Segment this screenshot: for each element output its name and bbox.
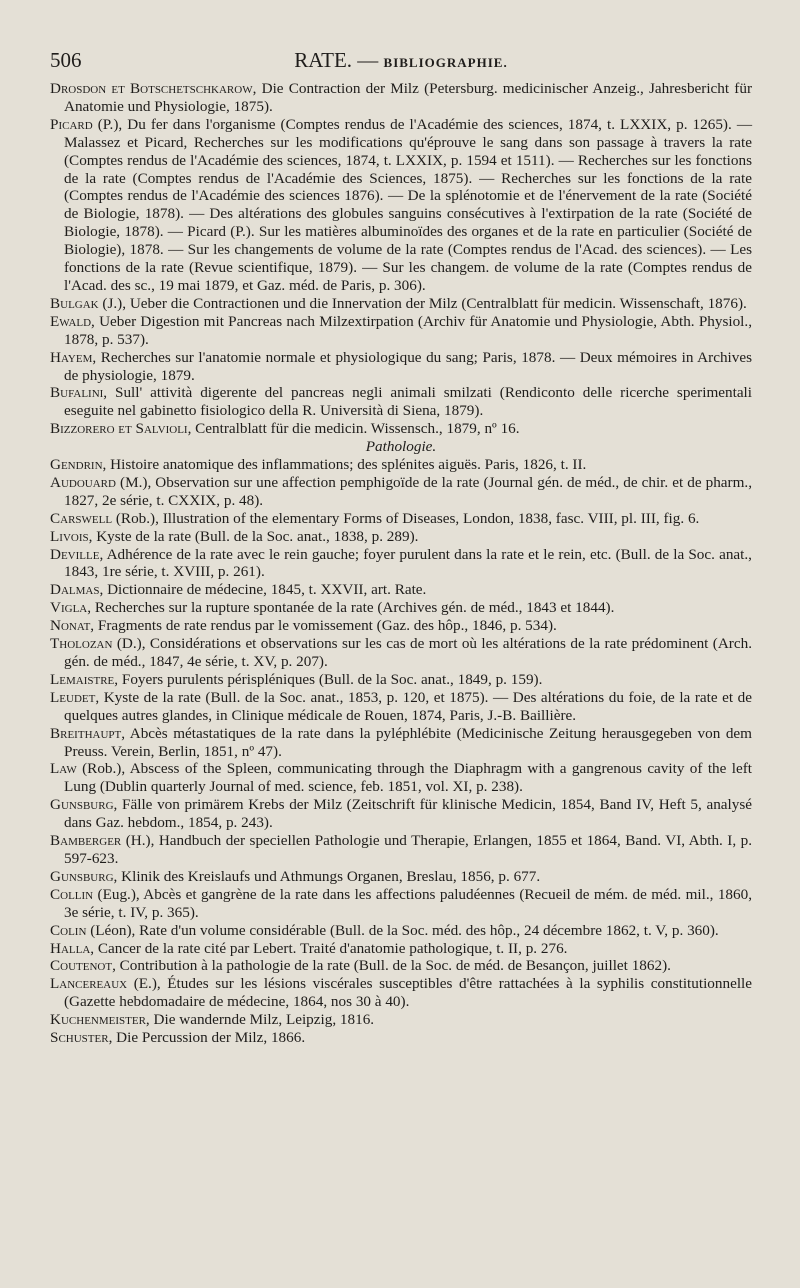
- entry-author: Deville,: [50, 545, 104, 563]
- bibliography-entry: [50, 1011, 752, 1029]
- bibliography-entry: [50, 510, 752, 528]
- entry-author: Gunsburg,: [50, 867, 118, 885]
- bibliography-entry: [50, 295, 752, 313]
- entry-author: Halla,: [50, 939, 95, 957]
- entry-author: Lemaistre,: [50, 670, 119, 688]
- section-title-pathologie: Pathologie.: [365, 438, 437, 456]
- bibliography-entry: [50, 546, 752, 582]
- entry-text: Contribution à la pathologie de la rate (Bull. de la Soc. de méd. de Besançon, juillet 1862).: [119, 957, 671, 975]
- bibliography-entry: [50, 689, 752, 725]
- entry-author: Tholozan: [50, 635, 113, 653]
- entry-author: Bufalini,: [50, 384, 108, 402]
- bibliography-entry: [50, 599, 752, 617]
- entry-text: (E.), Études sur les lésions viscérales susceptibles d'être rattachées à la syphilis constitutionnelle (Gazette hebdomadaire de médecine, 1864, nos 30 à 40).: [64, 975, 752, 1011]
- entry-author: Coutenot,: [50, 957, 116, 975]
- bibliography-entry: [50, 671, 752, 689]
- page-header: [50, 48, 752, 76]
- entry-text: Adhérence de la rate avec le rein gauche; foyer purulent dans la rate et le rein, etc. (Bull. de la Soc. anat., 1843, 1re série, t. XVIII, p. 261).: [64, 545, 752, 581]
- entry-text: Kyste de la rate (Bull. de la Soc. anat., 1853, p. 120, et 1875). — Des altérations du foie, de la rate et de quelques autres glandes, in Clinique médicale de Rouen, 1874, Paris, J.-B. Baillière.: [64, 688, 753, 724]
- bibliography-entry: [50, 886, 752, 922]
- bibliography-entry: [50, 617, 752, 635]
- entry-text: Abcès métastatiques de la rate dans la pyléphlébite (Medicinische Zeitung herausgegeben von dem Preuss. Verein, Berlin, 1851, nº 47).: [64, 724, 752, 760]
- bibliography-entry: [50, 474, 752, 510]
- entry-text: Fragments de rate rendus par le vomissement (Gaz. des hôp., 1846, p. 534).: [97, 617, 557, 635]
- running-title-sub: BIBLIOGRAPHIE.: [383, 55, 508, 70]
- entry-author: Nonat,: [50, 617, 95, 635]
- entry-text: (J.), Ueber die Contractionen und die Innervation der Milz (Centralblatt für medicin. Wissenschaft, 1876).: [102, 294, 747, 312]
- bibliography-entry: [50, 313, 752, 349]
- entry-author: Picard: [50, 115, 93, 133]
- running-title: [50, 48, 752, 73]
- entry-text: (H.), Handbuch der speciellen Pathologie und Therapie, Erlangen, 1855 et 1864, Band. VI, Abth. I, p. 597-623.: [64, 832, 752, 867]
- bibliography-entry: [50, 760, 752, 796]
- entry-text: Klinik des Kreislaufs und Athmungs Organen, Breslau, 1856, p. 677.: [121, 867, 541, 885]
- entry-text: (P.), Du fer dans l'organisme (Comptes rendus de l'Académie des sciences, 1874, t. LXXIX, p. 1265). — Malassez et Picard, Recherches sur les modifications qu'éprouve le sang dans son passage à travers la rate (Comptes rendus de l'Académie des sciences, 1874, t. LXXIX, p. 1594 et 1511). — Recherches sur les fonctions de la rate (Comptes rendus de l'Académie des Sciences, 1875). — Recherches sur les fonctions de la rate (Comptes rendus de l'Académie des sciences 1876). — De la splénotomie et de l'énervement de la rate (Société de Biologie, 1878). — Des altérations des globules sanguins consécutives à l'extirpation de la rate (Société de Biologie, 1878). — Picard (P.). Sur les matières albuminoïdes des organes et de la rate en particulier (Société de Biologie), 1878. — Sur les changements de volume de la rate (Comptes rendus de l'Acad. des sciences). — Les fonctions de la rate (Revue scientifique, 1879). — Sur les changem. de volume de la rate (Comptes rendus de l'Acad. des sc., 19 mai 1879, et Gaz. méd. de Paris, p. 306).: [64, 115, 753, 294]
- entry-text: Cancer de la rate cité par Lebert. Traité d'anatomie pathologique, t. II, p. 276.: [97, 939, 568, 957]
- entry-author: Vigla,: [50, 599, 92, 617]
- entry-text: Fälle von primärem Krebs der Milz (Zeitschrift für klinische Medicin, 1854, Band IV, Heft 5, analysé dans Gaz. hebdom., 1854, p. 243).: [64, 796, 753, 832]
- entry-author: Gunsburg,: [50, 796, 118, 814]
- entry-author: Hayem,: [50, 348, 97, 366]
- entry-text: Recherches sur la rupture spontanée de la rate (Archives gén. de méd., 1843 et 1844).: [94, 599, 615, 617]
- entry-author: Gendrin,: [50, 456, 107, 474]
- bibliography-entry: [50, 1029, 752, 1047]
- entry-author: Bulgak: [50, 294, 99, 312]
- entry-author: Breithaupt,: [50, 724, 126, 742]
- entry-text: Kyste de la rate (Bull. de la Soc. anat., 1838, p. 289).: [96, 527, 419, 545]
- entry-author: Lancereaux: [50, 975, 128, 993]
- entry-text: Ueber Digestion mit Pancreas nach Milzextirpation (Archiv für Anatomie und Physiologie, Abth. Physiol., 1878, p. 537).: [64, 312, 752, 348]
- bibliography-list: [50, 80, 752, 1047]
- entry-text: Sull' attività digerente del pancreas negli animali smilzati (Rendiconto delle ricerche sperimentali eseguite nel gabinetto fisiologico della R. Università di Siena, 1879).: [64, 384, 753, 420]
- bibliography-entry: [50, 975, 752, 1011]
- entry-author: Schuster,: [50, 1029, 113, 1047]
- entry-text: Centralblatt für die medicin. Wissensch., 1879, nº 16.: [195, 420, 520, 438]
- entry-text: Die Contraction der Milz (Petersburg. medicinischer Anzeig., Jahresbericht für Anatomie und Physiologie, 1875).: [64, 80, 753, 115]
- bibliography-entry: [50, 940, 752, 958]
- entry-text: (Eug.), Abcès et gangrène de la rate dans les affections paludéennes (Recueil de mém. de méd. mil., 1860, 3e série, t. IV, p. 365).: [64, 885, 752, 921]
- bibliography-entry: [50, 384, 752, 420]
- bibliography-entry: [50, 957, 752, 975]
- entry-author: Audouard: [50, 473, 116, 491]
- bibliography-entry: [50, 922, 752, 940]
- entry-author: Law: [50, 760, 77, 778]
- bibliography-entry: [50, 80, 752, 116]
- entry-author: Bamberger: [50, 832, 122, 850]
- entry-author: Drosdon et Botschetschkarow,: [50, 80, 257, 97]
- entry-author: Bizzorero et Salvioli,: [50, 420, 192, 438]
- bibliography-entry: [50, 581, 752, 599]
- entry-text: (Rob.), Illustration of the elementary Forms of Diseases, London, 1838, fasc. VIII, pl. III, fig. 6.: [115, 509, 700, 527]
- entry-author: Ewald,: [50, 312, 95, 330]
- entry-text: (M.), Observation sur une affection pemphigoïde de la rate (Journal gén. de méd., de chir. et de pharm., 1827, 2e série, t. CXXIX, p. 48).: [64, 473, 753, 509]
- entry-author: Kuchenmeister,: [50, 1011, 150, 1029]
- entry-text: Histoire anatomique des inflammations; des splénites aiguës. Paris, 1826, t. II.: [110, 456, 587, 474]
- entry-text: Die wandernde Milz, Leipzig, 1816.: [153, 1011, 375, 1029]
- bibliography-entry: [50, 528, 752, 546]
- entry-text: Foyers purulents périspléniques (Bull. de la Soc. anat., 1849, p. 159).: [121, 670, 543, 688]
- bibliography-entry: [50, 349, 752, 385]
- entry-author: Leudet,: [50, 688, 100, 706]
- page-number: 506: [50, 48, 82, 72]
- entry-text: (Léon), Rate d'un volume considérable (Bull. de la Soc. méd. des hôp., 24 décembre 1862, t. V, p. 360).: [90, 921, 719, 939]
- bibliography-entry: [50, 420, 752, 438]
- entry-text: (Rob.), Abscess of the Spleen, communicating through the Diaphragm with a gangrenous cavity of the left Lung (Dublin quarterly Journal of med. science, feb. 1851, vol. XI, p. 238).: [64, 760, 752, 796]
- entry-author: Dalmas,: [50, 581, 104, 599]
- entry-author: Colin: [50, 921, 87, 939]
- entry-author: Collin: [50, 885, 94, 903]
- bibliography-physiology: [50, 80, 752, 438]
- bibliography-pathology: [50, 456, 752, 1047]
- entry-author: Livois,: [50, 527, 93, 545]
- entry-text: Recherches sur l'anatomie normale et physiologique du sang; Paris, 1878. — Deux mémoires in Archives de physiologie, 1879.: [64, 348, 752, 384]
- entry-text: Dictionnaire de médecine, 1845, t. XXVII, art. Rate.: [107, 581, 427, 599]
- entry-author: Carswell: [50, 509, 113, 527]
- bibliography-entry: [50, 116, 752, 295]
- bibliography-entry: [50, 796, 752, 832]
- running-title-main: RATE. —: [294, 48, 379, 72]
- entry-text: (D.), Considérations et observations sur les cas de mort où les altérations de la rate prédominent (Arch. gén. de méd., 1847, 4e série, t. XV, p. 207).: [64, 635, 752, 670]
- entry-text: Die Percussion der Milz, 1866.: [116, 1029, 306, 1047]
- bibliography-entry: [50, 868, 752, 886]
- bibliography-entry: [50, 456, 752, 474]
- bibliography-entry: [50, 832, 752, 868]
- bibliography-entry: [50, 635, 752, 671]
- bibliography-entry: [50, 725, 752, 761]
